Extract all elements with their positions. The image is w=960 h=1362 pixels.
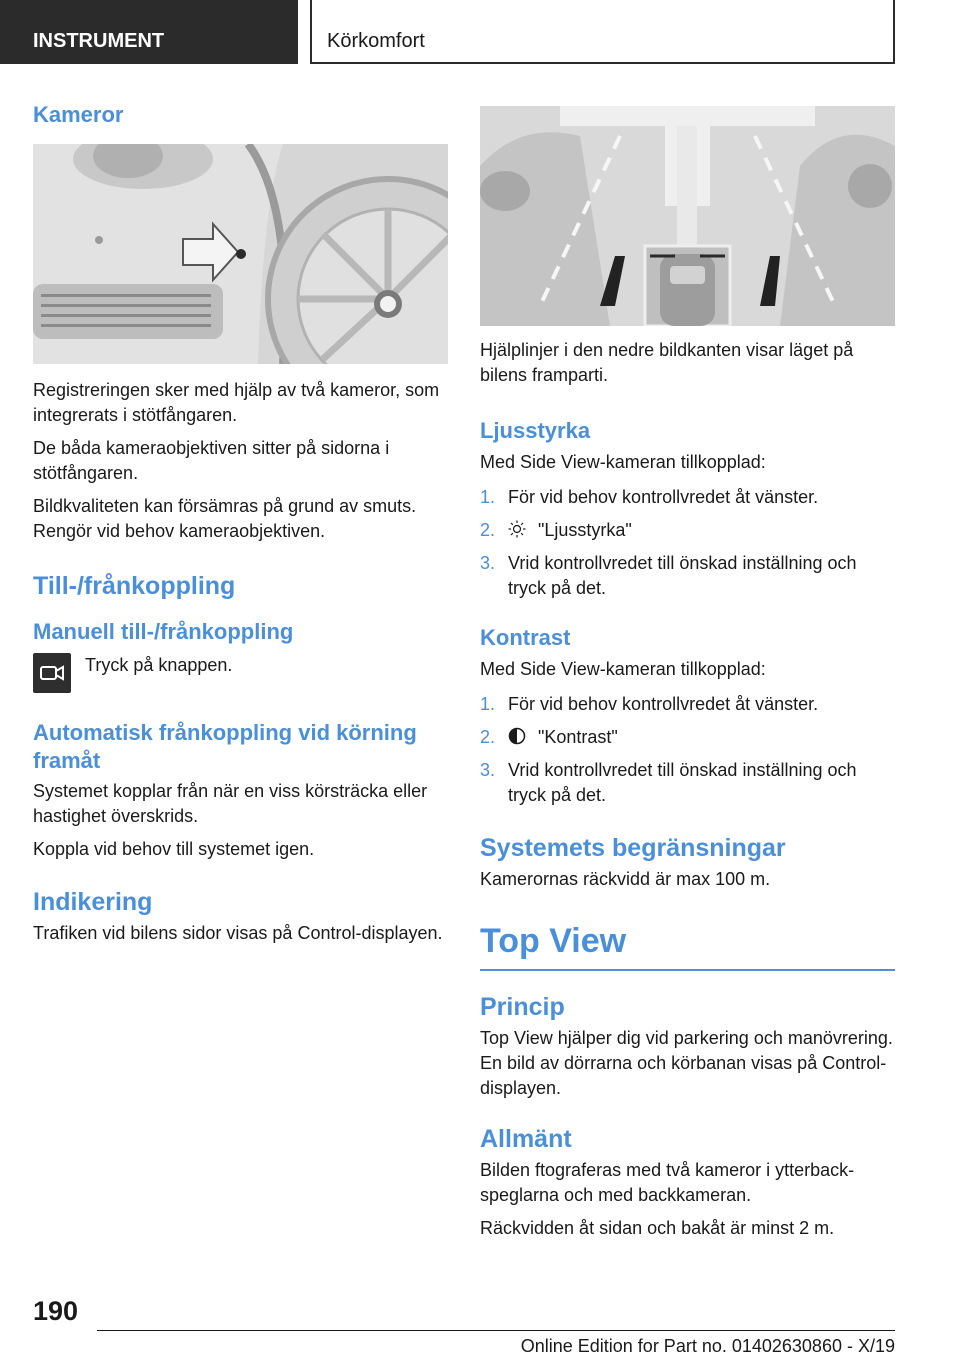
kontrast-intro: Med Side View-kameran tillkopplad: xyxy=(480,659,766,679)
step-number: 1. xyxy=(480,694,496,714)
step-text: För vid behov kontrollvredet åt vänster. xyxy=(508,694,819,714)
left-column xyxy=(33,100,448,946)
step-number: 2. xyxy=(480,520,496,540)
ljusstyrka-steps xyxy=(480,485,895,601)
cameras-paragraph-2: De båda kameraobjektiven sitter på sidorna i stötfångaren. xyxy=(33,438,390,483)
step-number: 2. xyxy=(480,727,496,747)
step-text: Vrid kontrollvredet till önskad inställning och tryck på det. xyxy=(508,760,857,805)
indikering-heading: Indikering xyxy=(33,888,153,916)
allmant-heading: Allmänt xyxy=(480,1125,572,1153)
sun-icon xyxy=(508,518,528,543)
auto-paragraph-1: Systemet kopplar från när en viss körsträcka eller hastighet överskrids. xyxy=(33,781,428,826)
princip-text: Top View hjälper dig vid parkering och manövrering. En bild av dörrarna och körbanan visas på Control-displayen. xyxy=(480,1028,893,1098)
step-text: Vrid kontrollvredet till önskad inställning och tryck på det. xyxy=(508,553,857,598)
step-number: 1. xyxy=(480,487,496,507)
allmant-paragraph-1: Bilden ftograferas med två kameror i ytterbackspeglarna och med backkameran. xyxy=(480,1160,855,1205)
step-text: "Ljusstyrka" xyxy=(538,520,632,540)
indikering-text: Trafiken vid bilens sidor visas på Control-displayen. xyxy=(33,923,443,943)
princip-heading: Princip xyxy=(480,993,565,1021)
chapter-tab: Körkomfort xyxy=(310,0,895,64)
kontrast-step-3 xyxy=(480,758,895,808)
cameras-paragraph-1: Registreringen sker med hjälp av två kameror, som integrerats i stötfångaren. xyxy=(33,380,440,425)
auto-paragraph-2: Koppla vid behov till systemet igen. xyxy=(33,839,315,859)
ljus-step-2 xyxy=(480,518,895,543)
step-number: 3. xyxy=(480,553,496,573)
till-heading: Till-/frånkoppling xyxy=(33,572,236,600)
title-rule xyxy=(480,969,895,971)
kameror-heading: Kameror xyxy=(33,102,124,127)
kontrast-heading: Kontrast xyxy=(480,625,571,650)
camera-button-icon xyxy=(33,653,71,693)
top-view-title: Top View xyxy=(480,922,627,960)
kontrast-steps xyxy=(480,692,895,808)
manual-instruction-text: Tryck på knappen. xyxy=(85,655,233,675)
ljus-step-3 xyxy=(480,551,895,601)
step-text: "Kontrast" xyxy=(538,727,618,747)
begransningar-heading: Systemets begränsningar xyxy=(480,834,786,862)
kontrast-step-1 xyxy=(480,692,895,717)
ljusstyrka-intro: Med Side View-kameran tillkopplad: xyxy=(480,452,766,472)
image-caption: Hjälplinjer i den nedre bildkanten visar läget på bilens framparti. xyxy=(480,340,854,385)
kontrast-step-2 xyxy=(480,725,895,750)
edition-text: Online Edition for Part no. 01402630860 - X/19 xyxy=(520,1336,895,1356)
cameras-paragraph-3: Bildkvaliteten kan försämras på grund av smuts. Rengör vid behov kameraobjektiven. xyxy=(33,496,417,541)
ljus-step-1 xyxy=(480,485,895,510)
right-column xyxy=(480,106,895,1241)
bumper-camera-illustration xyxy=(33,144,448,364)
section-tab: INSTRUMENT xyxy=(0,0,298,64)
page-number: 190 xyxy=(33,1296,79,1326)
contrast-icon xyxy=(508,725,528,750)
begransningar-text: Kamerornas räckvidd är max 100 m. xyxy=(480,869,771,889)
ljusstyrka-heading: Ljusstyrka xyxy=(480,418,591,443)
allmant-paragraph-2: Räckvidden åt sidan och bakåt är minst 2 m. xyxy=(480,1218,835,1238)
footer-rule xyxy=(97,1330,895,1331)
auto-heading: Automatisk frånkoppling vid körning framåt xyxy=(33,720,417,773)
step-number: 3. xyxy=(480,760,496,780)
step-text: För vid behov kontrollvredet åt vänster. xyxy=(508,487,819,507)
side-view-display-illustration xyxy=(480,106,895,326)
manuell-heading: Manuell till-/frånkoppling xyxy=(33,619,294,644)
manual-instruction xyxy=(33,653,448,693)
